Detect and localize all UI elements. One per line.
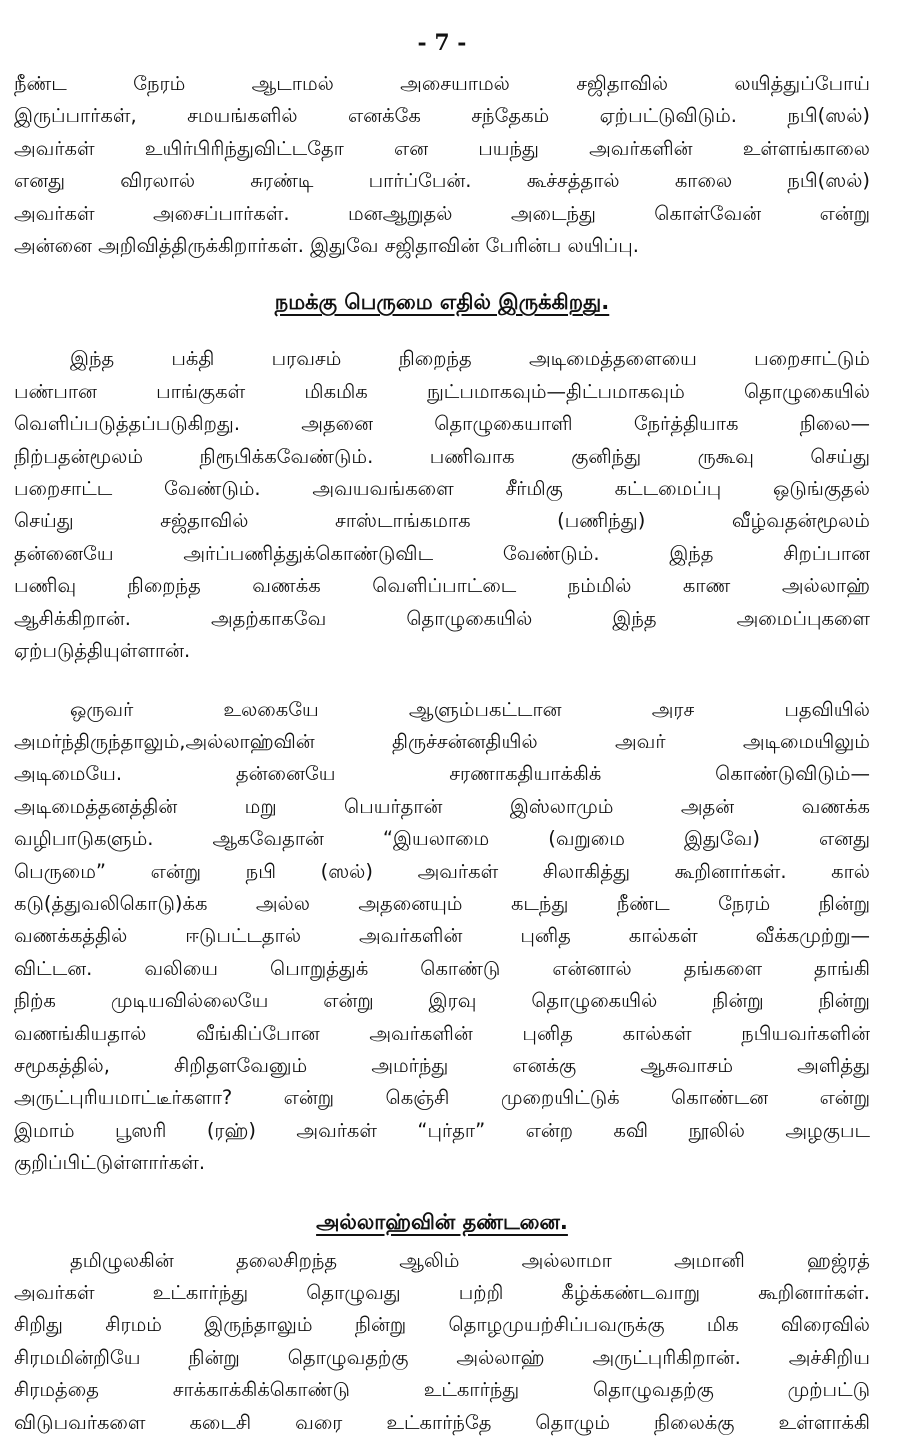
text-line: வழிபாடுகளும். ஆகவேதான் “இயலாமை (வறுமை இதுவே) எனது <box>14 827 870 851</box>
text-line: வெளிப்படுத்தப்படுகிறது. அதனை தொழுகையாளி நேர்த்தியாக நிலை— <box>14 412 870 436</box>
text-line: தன்னையே அர்ப்பணித்துக்கொண்டுவிட வேண்டும். இந்த சிறப்பான <box>14 541 870 565</box>
text-line: பெருமை” என்று நபி (ஸல்) அவர்கள் சிலாகித்து கூறினார்கள். கால் <box>14 859 870 883</box>
page-number: - 7 - <box>417 30 467 56</box>
text-line: கடு(த்துவலிகொடு)க்க அல்ல அதனையும் கடந்து நீண்ட நேரம் நின்று <box>14 891 870 915</box>
text-line: சிரமத்தை சாக்காக்கிக்கொண்டு உட்கார்ந்து தொழுவதற்கு முற்பட்டு <box>14 1378 870 1402</box>
text-line: பண்பான பாங்குகள் மிகமிக நுட்பமாகவும்—திட்பமாகவும் தொழுகையில் <box>14 379 870 403</box>
text-line: விடுபவர்களை கடைசி வரை உட்கார்ந்தே தொழும் நிலைக்கு உள்ளாக்கி <box>14 1410 870 1434</box>
text-line: இருப்பார்கள், சமயங்களில் எனக்கே சந்தேகம் ஏற்பட்டுவிடும். நபி(ஸல்) <box>14 104 870 128</box>
text-line: அவர்கள் உயிர்பிரிந்துவிட்டதோ என பயந்து அவர்களின் உள்ளங்காலை <box>14 136 870 160</box>
text-line: தமிழுலகின் தலைசிறந்த ஆலிம் அல்லாமா அமானி ஹஜ்ரத் <box>70 1248 870 1272</box>
text-line: நிற்க முடியவில்லையே என்று இரவு தொழுகையில் நின்று நின்று <box>14 989 870 1013</box>
paragraph <box>14 68 870 262</box>
text-line: அவர்கள் உட்கார்ந்து தொழுவது பற்றி கீழ்க்கண்டவாறு கூறினார்கள். <box>14 1281 870 1304</box>
text-line: நீண்ட நேரம் ஆடாமல் அசையாமல் சஜிதாவில் லயித்துப்போய் <box>14 72 870 95</box>
text-line: குறிப்பிட்டுள்ளார்கள். <box>14 1151 206 1175</box>
text-line: சிரமமின்றியே நின்று தொழுவதற்கு அல்லாஹ் அருட்புரிகிறான். அச்சிறிய <box>14 1345 870 1369</box>
text-line: அவர்கள் அசைப்பார்கள். மனஆறுதல் அடைந்து கொள்வேன் என்று <box>14 201 870 225</box>
text-line: செய்து சஜ்தாவில் சாஸ்டாங்கமாக (பணிந்து) வீழ்வதன்மூலம் <box>14 509 870 533</box>
text-line: ஒருவர் உலகையே ஆளும்பகட்டான அரச பதவியில் <box>70 697 870 721</box>
text-line: விட்டன. வலியை பொறுத்துக் கொண்டு என்னால் தங்களை தாங்கி <box>14 956 870 980</box>
text-line: பறைசாட்ட வேண்டும். அவயவங்களை சீர்மிகு கட்டமைப்பு ஒடுங்குதல் <box>14 477 870 501</box>
text-line: அடிமைத்தனத்தின் மறு பெயர்தான் இஸ்லாமும் அதன் வணக்க <box>14 794 870 818</box>
paragraph <box>14 1245 870 1439</box>
text-line: அடிமையே. தன்னையே சரணாகதியாக்கிக் கொண்டுவிடும்— <box>14 762 870 786</box>
text-line: சமூகத்தில், சிறிதளவேனும் அமர்ந்து எனக்கு ஆசுவாசம் அளித்து <box>14 1053 870 1077</box>
text-line: நிற்பதன்மூலம் நிரூபிக்கவேண்டும். பணிவாக குனிந்து ருகூவு செய்து <box>14 444 870 468</box>
text-line: இமாம் பூஸரி (ரஹ்) அவர்கள் “புர்தா” என்ற கவி நூலில் அழகுபட <box>14 1118 870 1142</box>
text-line: வணக்கத்தில் ஈடுபட்டதால் அவர்களின் புனித கால்கள் வீக்கமுற்று— <box>14 924 870 948</box>
text-line: அருட்புரியமாட்டீர்களா? என்று கெஞ்சி முறையிட்டுக் கொண்டன என்று <box>14 1086 870 1110</box>
text-line: அமர்ந்திருந்தாலும்,அல்லாஹ்வின் திருச்சன்னதியில் அவர் அடிமையிலும் <box>14 729 870 753</box>
text-line: எனது விரலால் சுரண்டி பார்ப்பேன். கூச்சத்தால் காலை நபி(ஸல்) <box>14 169 870 193</box>
text-line: வணங்கியதால் வீங்கிப்போன அவர்களின் புனித கால்கள் நபியவர்களின் <box>14 1021 870 1045</box>
text-line: சிறிது சிரமம் இருந்தாலும் நின்று தொழமுயற்சிப்பவருக்கு மிக விரைவில் <box>14 1313 870 1337</box>
text-line: ஆசிக்கிறான். அதற்காகவே தொழுகையில் இந்த அமைப்புகளை <box>14 606 870 630</box>
text-line: ஏற்படுத்தியுள்ளான். <box>14 639 191 663</box>
text-line: பணிவு நிறைந்த வணக்க வெளிப்பாட்டை நம்மில் காண அல்லாஹ் <box>14 574 870 598</box>
text-line: அன்னை அறிவித்திருக்கிறார்கள். இதுவே சஜிதாவின் பேரின்ப லயிப்பு. <box>14 234 639 258</box>
paragraph <box>14 694 870 1180</box>
text-line: இந்த பக்தி பரவசம் நிறைந்த அடிமைத்தளையை பறைசாட்டும் <box>70 347 870 371</box>
paragraph <box>14 343 870 667</box>
section-heading: அல்லாஹ்வின் தண்டனை. <box>316 1209 568 1234</box>
section-heading: நமக்கு பெருமை எதில் இருக்கிறது. <box>274 290 610 315</box>
